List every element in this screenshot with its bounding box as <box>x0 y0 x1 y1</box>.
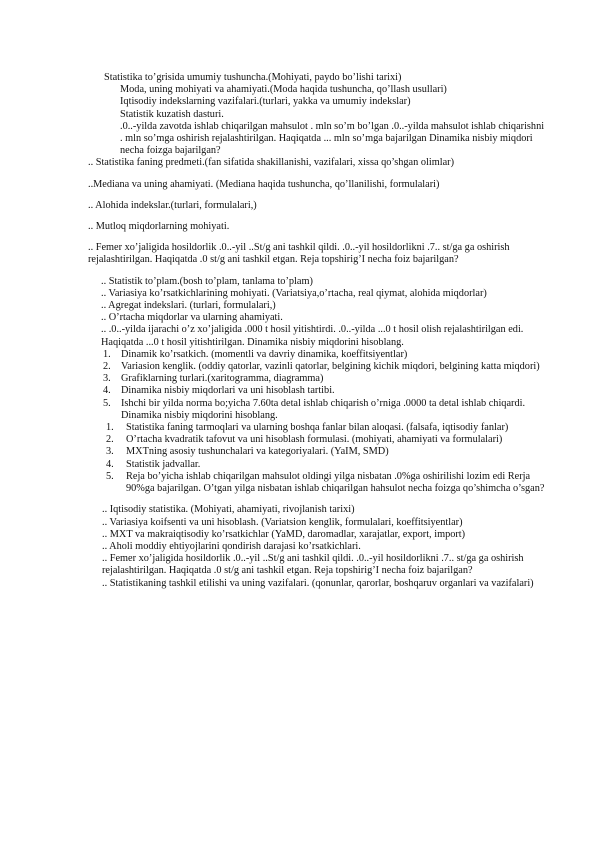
question-item: .. O’rtacha miqdorlar va ularning ahamiyati. <box>101 312 283 324</box>
list-number: 4. <box>106 458 114 470</box>
header-item: Statistik kuzatish dasturi. <box>120 108 224 120</box>
question-item: .. MXT va makraiqtisodiy ko’rsatkichlar (YaMD, daromadlar, xarajatlar, export, import) <box>102 528 466 540</box>
question-item: .. Femer xo’jaligida hosildorlik .0..-yil ..St/g ani tashkil qildi. .0..-yil hosildorlikni .7.. st/ga ga oshirish rejalashtirilgan. Haqiqatda .0 st/g ani tashkil etgan. Reja topshirig’I necha foiz bajarilgan? <box>102 553 524 577</box>
list-item <box>106 459 546 471</box>
list-number: 4. <box>103 385 111 397</box>
paragraph: .. Statistika faning predmeti.(fan sifatida shakillanishi, vazifalari, xissa qo’shgan olimlar) <box>88 157 455 169</box>
list-item <box>103 385 546 397</box>
list-text: Grafiklarning turlari.(xaritogramma, diagramma) <box>121 373 324 385</box>
list-number: 5. <box>106 470 114 482</box>
list-text: Variasion kenglik. (oddiy qatorlar, vazinli qatorlar, belgining kichik miqdori, belgining katta miqdori) <box>121 361 540 373</box>
question-item: .. Aholi moddiy ehtiyojlarini qondirish darajasi ko’rsatkichlari. <box>102 540 361 552</box>
paragraph: .. Femer xo’jaligida hosildorlik .0..-yil ..St/g ani tashkil qildi. .0..-yil hosildorlikni .7.. st/ga ga oshirish rejalashtirilgan. Haqiqatda .0 st/g ani tashkil etgan. Reja topshirig’I necha foiz bajarilgan? <box>88 242 510 266</box>
list-number: 2. <box>103 361 111 373</box>
question-item: .. Variasiya koifsenti va uni hisoblash. (Variatsion kenglik, formulalari, koeffitsiyentlar) <box>102 516 463 528</box>
list-item <box>106 471 546 495</box>
list-text: Ishchi bir yilda norma bo;yicha 7.60ta detal ishlab chiqarish o’rniga .0000 ta detal ishlab chiqardi. Dinamika nisbiy miqdorini hisoblang. <box>121 397 526 421</box>
header-item: Iqtisodiy indekslarning vazifalari.(turlari, yakka va umumiy indekslar) <box>120 96 411 108</box>
list-item <box>106 434 546 446</box>
paragraph: ..Mediana va uning ahamiyati. (Mediana haqida tushuncha, qo’llanilishi, formulalari) <box>88 178 440 190</box>
list-text: Reja bo’yicha ishlab chiqarilgan mahsulot oldingi yilga nisbatan .0%ga oshirilishi lozim edi Rerja 90%ga bajarilgan. O’tgan yilga nisbatan ishlab chiqarilgan hahsulot necha foizga qo’shimcha o’sgan? <box>126 470 545 495</box>
list-text: Statistika faning tarmoqlari va ularning boshqa fanlar bilan aloqasi. (falsafa, iqtisodiy fanlar) <box>126 422 509 434</box>
header-title: Statistika to’grisida umumiy tushuncha.(Mohiyati, paydo bo’lishi tarixi) <box>104 72 402 83</box>
list-item <box>103 349 546 361</box>
question-item: .. Statistik to’plam.(bosh to’plam, tanlama to’plam) <box>101 275 313 287</box>
question-item: .. Agregat indekslari. (turlari, formulalari,) <box>101 300 276 312</box>
list-number: 1. <box>103 348 111 360</box>
list-number: 1. <box>106 422 114 434</box>
list-number: 3. <box>106 446 114 458</box>
question-item: .. Statistikaning tashkil etilishi va uning vazifalari. (qonunlar, qarorlar, boshqaruv organlari va vazifalari) <box>102 577 534 589</box>
question-block-2 <box>102 504 546 589</box>
paragraph: .. Mutloq miqdorlarning mohiyati. <box>88 221 230 233</box>
header-item: .0..-yilda zavotda ishlab chiqarilgan mahsulot . mln so’m bo’lgan .0..-yilda mahsulot ishlab chiqarishni . mln so’mga oshirish rejalashtirilgan. Haqiqatda ... mln so’mga bajarilgan Dinamika nisbiy miqdori necha foizga bajarilgan? <box>120 120 545 157</box>
question-item: .. Variasiya ko’rsatkichlarining mohiyati. (Variatsiya,o’rtacha, real qiymat, alohida miqdorlar) <box>101 287 487 299</box>
list-item <box>103 373 546 385</box>
list-text: O’rtacha kvadratik tafovut va uni hisoblash formulasi. (mohiyati, ahamiyati va formulalari) <box>126 434 503 446</box>
numbered-list-2 <box>106 422 546 495</box>
list-number: 3. <box>103 373 111 385</box>
paragraph: .. Alohida indekslar.(turlari, formulalari,) <box>88 199 257 211</box>
numbered-list-1 <box>103 349 546 422</box>
question-item: .. Iqtisodiy statistika. (Mohiyati, ahamiyati, rivojlanish tarixi) <box>102 504 355 516</box>
list-item <box>106 422 546 434</box>
list-item <box>106 446 546 458</box>
list-item <box>103 398 546 422</box>
list-text: Statistik jadvallar. <box>126 458 201 470</box>
list-text: Dinamika nisbiy miqdorlari va uni hisoblash tartibi. <box>121 385 335 397</box>
header-item: Moda, uning mohiyati va ahamiyati.(Moda haqida tushuncha, qo’llash usullari) <box>120 84 447 96</box>
list-item <box>103 361 546 373</box>
list-number: 2. <box>106 434 114 446</box>
list-text: MXTning asosiy tushunchalari va kategoriyalari. (YaIM, SMD) <box>126 446 389 458</box>
list-number: 5. <box>103 397 111 409</box>
question-item: .. .0..-yilda ijarachi o’z xo’jaligida .000 t hosil yitishtirdi. .0..-yilda ...0 t hosil olish rejalashtirilgan edi. Haqiqatda ...0 t hosil yitishtirilgan. Dinamika nisbiy miqdorini hisoblang. <box>101 324 524 348</box>
list-text: Dinamik ko’rsatkich. (momentli va davriy dinamika, koeffitsiyentlar) <box>121 348 408 360</box>
question-block-1 <box>101 276 546 349</box>
